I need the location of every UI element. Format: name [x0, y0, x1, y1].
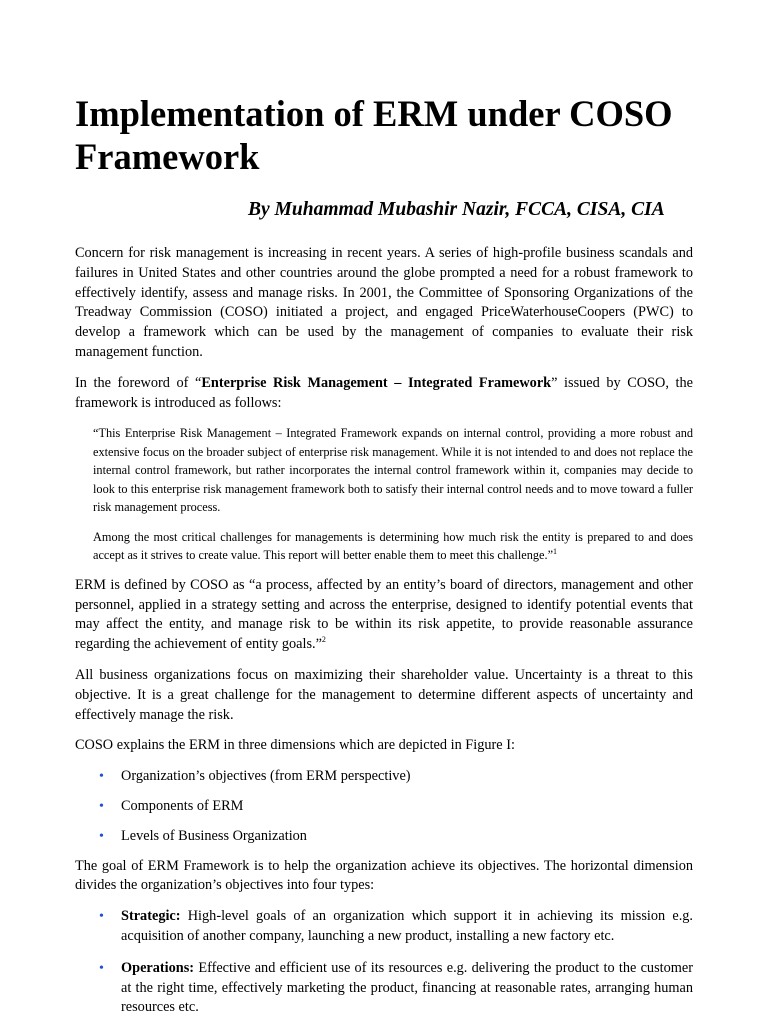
list-item: [75, 959, 693, 1018]
foreword-title: Enterprise Risk Management – Integrated Framework: [201, 374, 552, 391]
block-quote-1: “This Enterprise Risk Management – Integrated Framework expands on internal control, providing a more robust and extensive focus on the broader subject of enterprise risk management. While it is not intended to and does not replace the internal control framework, but rather incorporates the internal control framework within it, companies may decide to look to this enterprise risk management framework both to satisfy their internal control needs and to move toward a fuller risk management process.: [93, 426, 693, 515]
footnote-ref-1[interactable]: 1: [553, 547, 558, 557]
bullet-icon: •: [99, 769, 104, 785]
bullet-icon: •: [99, 909, 104, 925]
bullet-icon: •: [99, 828, 104, 844]
objective-term: Strategic:: [121, 908, 181, 925]
footnote-ref-2[interactable]: 2: [321, 635, 326, 645]
list-item: • Components of ERM: [75, 797, 693, 817]
objective-text: Effective and efficient use of its resources e.g. delivering the product to the customer at the right time, effectively marketing the product, financing at reasonable rates, arranging human resources etc.: [121, 959, 693, 1016]
block-quote-2: [93, 528, 693, 565]
shareholder-paragraph: All business organizations focus on maximizing their shareholder value. Uncertainty is a threat to this objective. It is a great challenge for the management to determine different aspects of uncertainty and effectively manage the risk.: [75, 667, 693, 723]
definition-text: ERM is defined by COSO as “a process, affected by an entity’s board of directors, management and other personnel, applied in a strategy setting and across the enterprise, designed to identify potential events that may affect the entity, and manage risk to be within its risk appetite, to provide reasonable assurance regarding the achievement of entity goals.”: [75, 576, 693, 653]
list-item: [75, 907, 693, 947]
definition-paragraph: [75, 576, 693, 655]
bullet-icon: •: [99, 799, 104, 815]
dimensions-intro: COSO explains the ERM in three dimensions which are depicted in Figure I:: [75, 737, 515, 754]
author-byline: By Muhammad Mubashir Nazir, FCCA, CISA, CIA: [248, 199, 665, 220]
objectives-list: [75, 907, 693, 1018]
objective-term: Operations:: [121, 959, 195, 976]
foreword-prefix: In the foreword of “: [75, 374, 202, 391]
list-item: • Organization’s objectives (from ERM perspective): [75, 767, 693, 787]
objective-text: High-level goals of an organization which support it in achieving its mission e.g. acquisition of another company, launching a new product, installing a new factory etc.: [121, 908, 693, 945]
list-item: • Levels of Business Organization: [75, 827, 693, 847]
dimensions-list: [75, 767, 693, 846]
goal-paragraph: The goal of ERM Framework is to help the organization achieve its objectives. The horizontal dimension divides the organization’s objectives into four types:: [75, 857, 693, 894]
foreword-paragraph: [75, 374, 693, 414]
page-title: Implementation of ERM under COSO Framework: [75, 93, 673, 177]
bullet-icon: •: [99, 960, 104, 976]
intro-paragraph: Concern for risk management is increasing in recent years. A series of high-profile business scandals and failures in United States and other countries around the globe prompted a need for a robust framework to effectively identify, assess and manage risks. In 2001, the Committee of Sponsoring Organizations of the Treadway Commission (COSO) initiated a project, and engaged PriceWaterhouseCoopers (PWC) to develop a framework which can be used by the management of companies to evaluate their risk management function.: [75, 245, 693, 360]
quote-2-text: Among the most critical challenges for managements is determining how much risk the entity is prepared to and does accept as it strives to create value. This report will better enable them to meet this challenge.”: [93, 529, 693, 563]
foreword-suffix: ” issued by COSO, the framework is introduced as follows:: [75, 374, 694, 411]
article-body: [75, 244, 693, 1030]
